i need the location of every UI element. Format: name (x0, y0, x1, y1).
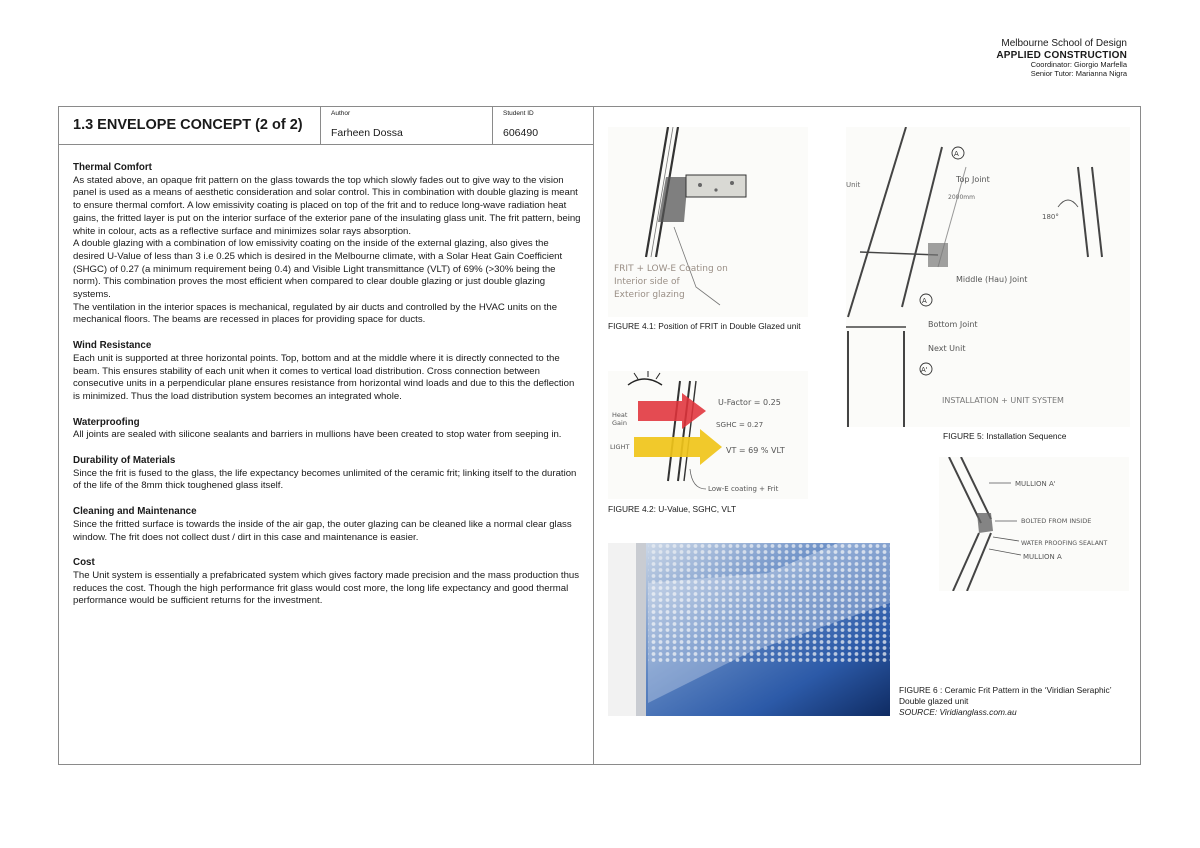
heat-gain-arrow (638, 393, 706, 429)
paragraph: Since the frit is fused to the glass, the life expectancy becomes unlimited of the ceramic frit; linking itself to the duration of the life of the 8mm thick toughened glass itself. (73, 467, 577, 492)
frit-position-sketch (608, 127, 808, 317)
shgc-label: SGHC = 0.27 (716, 420, 764, 429)
marker-a-2: A (922, 297, 927, 305)
installation-label: INSTALLATION + UNIT SYSTEM (942, 396, 1064, 405)
gain-label: Gain (612, 419, 627, 427)
marker-a-prime: A' (921, 366, 928, 374)
frit-note-line-3: Exterior glazing (614, 290, 685, 300)
figure-5-caption: FIGURE 5: Installation Sequence (943, 431, 1067, 441)
paragraph: Since the fritted surface is towards the inside of the air gap, the outer glazing can be cleaned like a normal clear glass window. The frit does not collect dust / dirt in this case and maintenance is easier. (73, 518, 572, 543)
coordinator: Coordinator: Giorgio Marfella (1030, 60, 1127, 69)
paragraph: All joints are sealed with silicone sealants and barriers in mullions have been created to stop water from seeping in. (73, 429, 562, 441)
text-panel (59, 107, 594, 764)
institution-header (996, 38, 1127, 78)
rotation-angle: 180° (1042, 213, 1059, 221)
paragraph: The ventilation in the interior spaces is mechanical, regulated by air ducts and controlled by the HVAC units on the mechanical floors. The beams are recessed in places for providing space for ducts. (73, 301, 558, 326)
figure-6-caption-line-1: FIGURE 6 : Ceramic Frit Pattern in the ‘Viridian Seraphic’ (899, 685, 1112, 695)
installation-sequence-sketch (846, 127, 1130, 427)
section-thermal-comfort (73, 162, 581, 327)
section-heading: Cleaning and Maintenance (73, 506, 197, 518)
ceramic-frit-photo (608, 543, 890, 716)
author-label: Author (331, 110, 351, 117)
figure-6-source: SOURCE: Viridianglass.com.au (899, 707, 1017, 717)
author-cell (321, 107, 493, 145)
figures-panel (594, 107, 1142, 764)
middle-joint-label: Middle (Hau) Joint (956, 275, 1028, 284)
section-waterproofing (73, 417, 581, 442)
sealant-label: WATER PROOFING SEALANT (1021, 540, 1108, 547)
title-cell (59, 107, 321, 145)
heat-label: Heat (612, 411, 628, 419)
next-unit-label: Next Unit (928, 344, 966, 353)
unit-label: Unit (846, 181, 861, 189)
paragraph: Each unit is supported at three horizontal points. Top, bottom and at the middle where it is directly connected to the beam. This ensures stability of each unit when it comes to vertical load distribution. Cross connection between consecutive units in a perpendicular plane ensures resistance from horizontal wind loads and due to this the deflection is minimized. Thus the load distribution system becomes an integrated whole. (73, 352, 575, 402)
lowe-label: Low-E coating + Frit (708, 485, 779, 493)
section-cost (73, 557, 581, 608)
section-durability (73, 455, 581, 493)
paragraph: A double glazing with a combination of low emissivity coating on the inside of the external glazing, also gives the desired U-Value of less than 3 i.e 0.25 which is desired in the Melbourne climate, with a Solar Heat Gain Coefficient (SHGC) of 0.27 (a minimum requirement being 0.4) and Visible Light transmittance (VLT) of 69% (>30% being the norm). This combination proves the most efficient when compared to clear double glazing or just double glazing systems. (73, 238, 563, 301)
bolted-label: BOLTED FROM INSIDE (1021, 517, 1092, 525)
student-id: 606490 (503, 127, 539, 139)
u-factor-label: U-Factor = 0.25 (718, 398, 781, 407)
figure-4-2-caption: FIGURE 4.2: U-Value, SGHC, VLT (608, 504, 737, 514)
section-cleaning (73, 506, 581, 544)
light-arrow (634, 429, 722, 465)
page-title: 1.3 ENVELOPE CONCEPT (2 of 2) (73, 117, 303, 133)
bottom-joint-label: Bottom Joint (928, 320, 978, 329)
section-heading: Waterproofing (73, 416, 140, 428)
frit-note-line-2: Interior side of (614, 277, 680, 287)
section-wind-resistance (73, 340, 581, 404)
subject-name: APPLIED CONSTRUCTION (996, 49, 1127, 61)
school-name: Melbourne School of Design (1001, 38, 1127, 49)
senior-tutor: Senior Tutor: Marianna Nigra (1030, 68, 1127, 78)
author-name: Farheen Dossa (331, 127, 403, 139)
figure-6-caption (899, 685, 1112, 718)
title-block (59, 107, 594, 145)
vlt-label: VT = 69 % VLT (726, 446, 785, 455)
u-value-sketch (608, 371, 808, 499)
report-body (73, 162, 581, 621)
figure-6-caption-line-2: Double glazed unit (899, 696, 969, 706)
section-heading: Cost (73, 557, 95, 569)
student-id-label: Student ID (503, 110, 534, 117)
dimension-label: 2000mm (948, 194, 975, 201)
marker-a: A (954, 150, 959, 158)
frit-note-line-1: FRIT + LOW-E Coating on (614, 264, 728, 274)
mullion-a-prime-label: MULLION A' (1015, 480, 1056, 488)
light-label: LIGHT (610, 443, 630, 451)
section-heading: Durability of Materials (73, 455, 176, 467)
student-id-cell (493, 107, 594, 145)
paragraph: The Unit system is essentially a prefabricated system which gives factory made precision and the mass production thus reduces the cost. Though the high performance frit glass would cost more, the long life expectancy and good thermal performance would be sufficient returns for the investment. (73, 569, 580, 607)
section-heading: Thermal Comfort (73, 162, 152, 173)
section-heading: Wind Resistance (73, 340, 152, 352)
top-joint-label: Top Joint (956, 175, 990, 184)
paragraph: As stated above, an opaque frit pattern on the glass towards the top which slowly fades out to give way to the vision panel is used as a means of aesthetic consideration and solar control. This in combination with double glazing is meant to ensure thermal comfort. A low emissivity coating is placed on top of the frit and to reduce long-wave radiation heat gains, the fritted layer is put on the interior surface of the exterior pane of the insulating glass unit. The frit pattern, being white in colour, acts as a reflective surface and minimizes solar rays absorption. (73, 174, 581, 237)
mullion-joint-sketch (939, 457, 1129, 591)
mullion-a-label: MULLION A (1023, 553, 1062, 561)
figure-4-1-caption: FIGURE 4.1: Position of FRIT in Double Glazed unit (608, 321, 801, 331)
sheet-frame (58, 106, 1141, 765)
